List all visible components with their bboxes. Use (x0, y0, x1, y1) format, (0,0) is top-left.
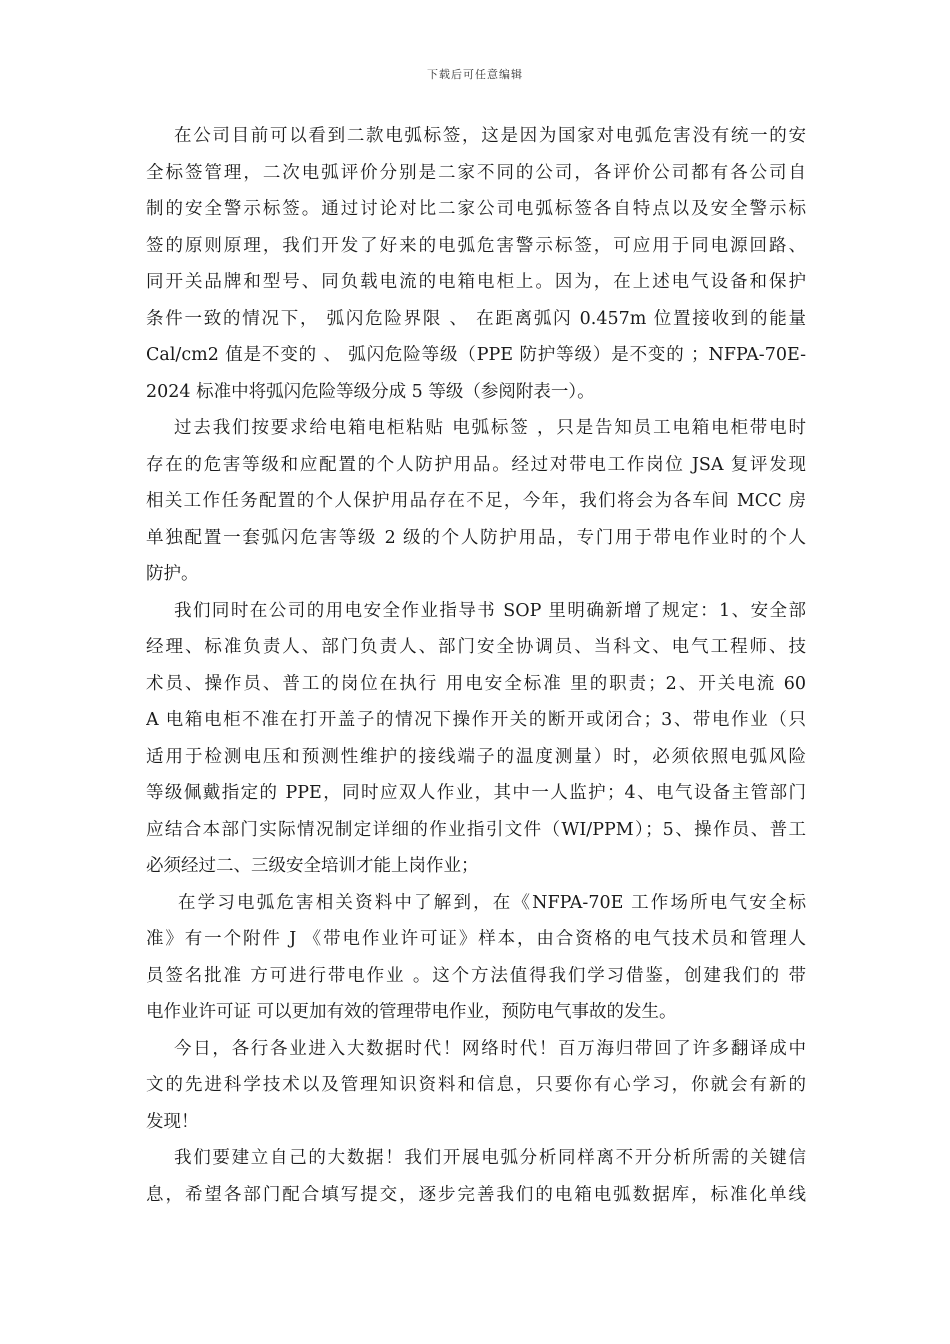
text-line: 适用于检测电压和预测性维护的接线端子的温度测量）时，必须依照电弧风险 (146, 746, 806, 767)
text-line: 我们同时在公司的用电安全作业指导书 SOP 里明确新增了规定：1、安全部 (174, 600, 806, 621)
text-line: 签的原则原理，我们开发了好来的电弧危害警示标签，可应用于同电源回路、 (146, 235, 806, 256)
paragraph (146, 1031, 806, 1141)
text-line: 在学习电弧危害相关资料中了解到，在《NFPA-70E 工作场所电气安全标 (178, 892, 806, 913)
text-line: 单独配置一套弧闪危害等级 2 级的个人防护用品，专门用于带电作业时的个人 (146, 527, 806, 548)
text-line: 今日，各行各业进入大数据时代！网络时代！百万海归带回了许多翻译成中 (174, 1038, 806, 1059)
paragraph (146, 885, 806, 1031)
text-line: 过去我们按要求给电箱电柜粘贴 电弧标签 ，只是告知员工电箱电柜带电时 (174, 418, 806, 438)
text-line: 全标签管理，二次电弧评价分别是二家不同的公司，各评价公司都有各公司自 (146, 162, 806, 183)
text-line: 我们要建立自己的大数据！我们开展电弧分析同样离不开分析所需的关键信 (174, 1148, 806, 1168)
text-line: 相关工作任务配置的个人保护用品存在不足，今年，我们将会为各车间 MCC 房 (146, 491, 806, 511)
text-line: 文的先进科学技术以及管理知识资料和信息，只要你有心学习，你就会有新的 (146, 1075, 806, 1095)
text-line: 等级佩戴指定的 PPE，同时应双人作业，其中一人监护；4、电气设备主管部门 (146, 783, 806, 803)
text-line: 应结合本部门实际情况制定详细的作业指引文件（WI/PPM）；5、操作员、普工 (146, 819, 806, 840)
text-line: 术员、操作员、普工的岗位在执行 用电安全标准 里的职责；2、开关电流 60 (146, 673, 806, 694)
document-body (146, 118, 806, 1213)
paragraph (146, 410, 806, 593)
text-line: 经理、标准负责人、部门负责人、部门安全协调员、当科文、电气工程师、技 (146, 637, 806, 657)
text-line: 发现！ (146, 1111, 199, 1132)
text-line: 防护。 (146, 564, 199, 584)
text-line: A 电箱电柜不准在打开盖子的情况下操作开关的断开或闭合；3、带电作业（只 (146, 710, 806, 730)
paragraph (146, 1140, 806, 1213)
text-line: 制的安全警示标签。通过讨论对比二家公司电弧标签各自特点以及安全警示标 (146, 199, 806, 219)
page-header: 下载后可任意编辑 (427, 68, 523, 81)
text-line: 必须经过二、三级安全培训才能上岗作业； (146, 856, 479, 876)
text-line: 息，希望各部门配合填写提交，逐步完善我们的电箱电弧数据库，标准化单线 (146, 1184, 806, 1205)
text-line: 员签名批准 方可进行带电作业 。这个方法值得我们学习借鉴，创建我们的 带 (146, 965, 806, 986)
text-line: 电作业许可证 可以更加有效的管理带电作业，预防电气事故的发生。 (146, 1002, 677, 1022)
text-line: 同开关品牌和型号、同负载电流的电箱电柜上。因为，在上述电气设备和保护 (146, 272, 806, 292)
text-line: 存在的危害等级和应配置的个人防护用品。经过对带电工作岗位 JSA 复评发现 (146, 454, 806, 475)
text-line: 2024 标准中将弧闪危险等级分成 5 等级（参阅附表一）。 (146, 381, 595, 402)
paragraph (146, 593, 806, 885)
paragraph (146, 118, 806, 410)
text-line: 准》有一个附件 J 《带电作业许可证》样本，由合资格的电气技术员和管理人 (146, 929, 806, 949)
text-line: 在公司目前可以看到二款电弧标签，这是因为国家对电弧危害没有统一的安 (174, 126, 806, 146)
text-line: Cal/cm2 值是不变的 、 弧闪危险等级（PPE 防护等级）是不变的 ；NFPA-70E- (146, 345, 806, 365)
text-line: 条件一致的情况下， 弧闪危险界限 、 在距离弧闪 0.457m 位置接收到的能量 (146, 308, 806, 329)
